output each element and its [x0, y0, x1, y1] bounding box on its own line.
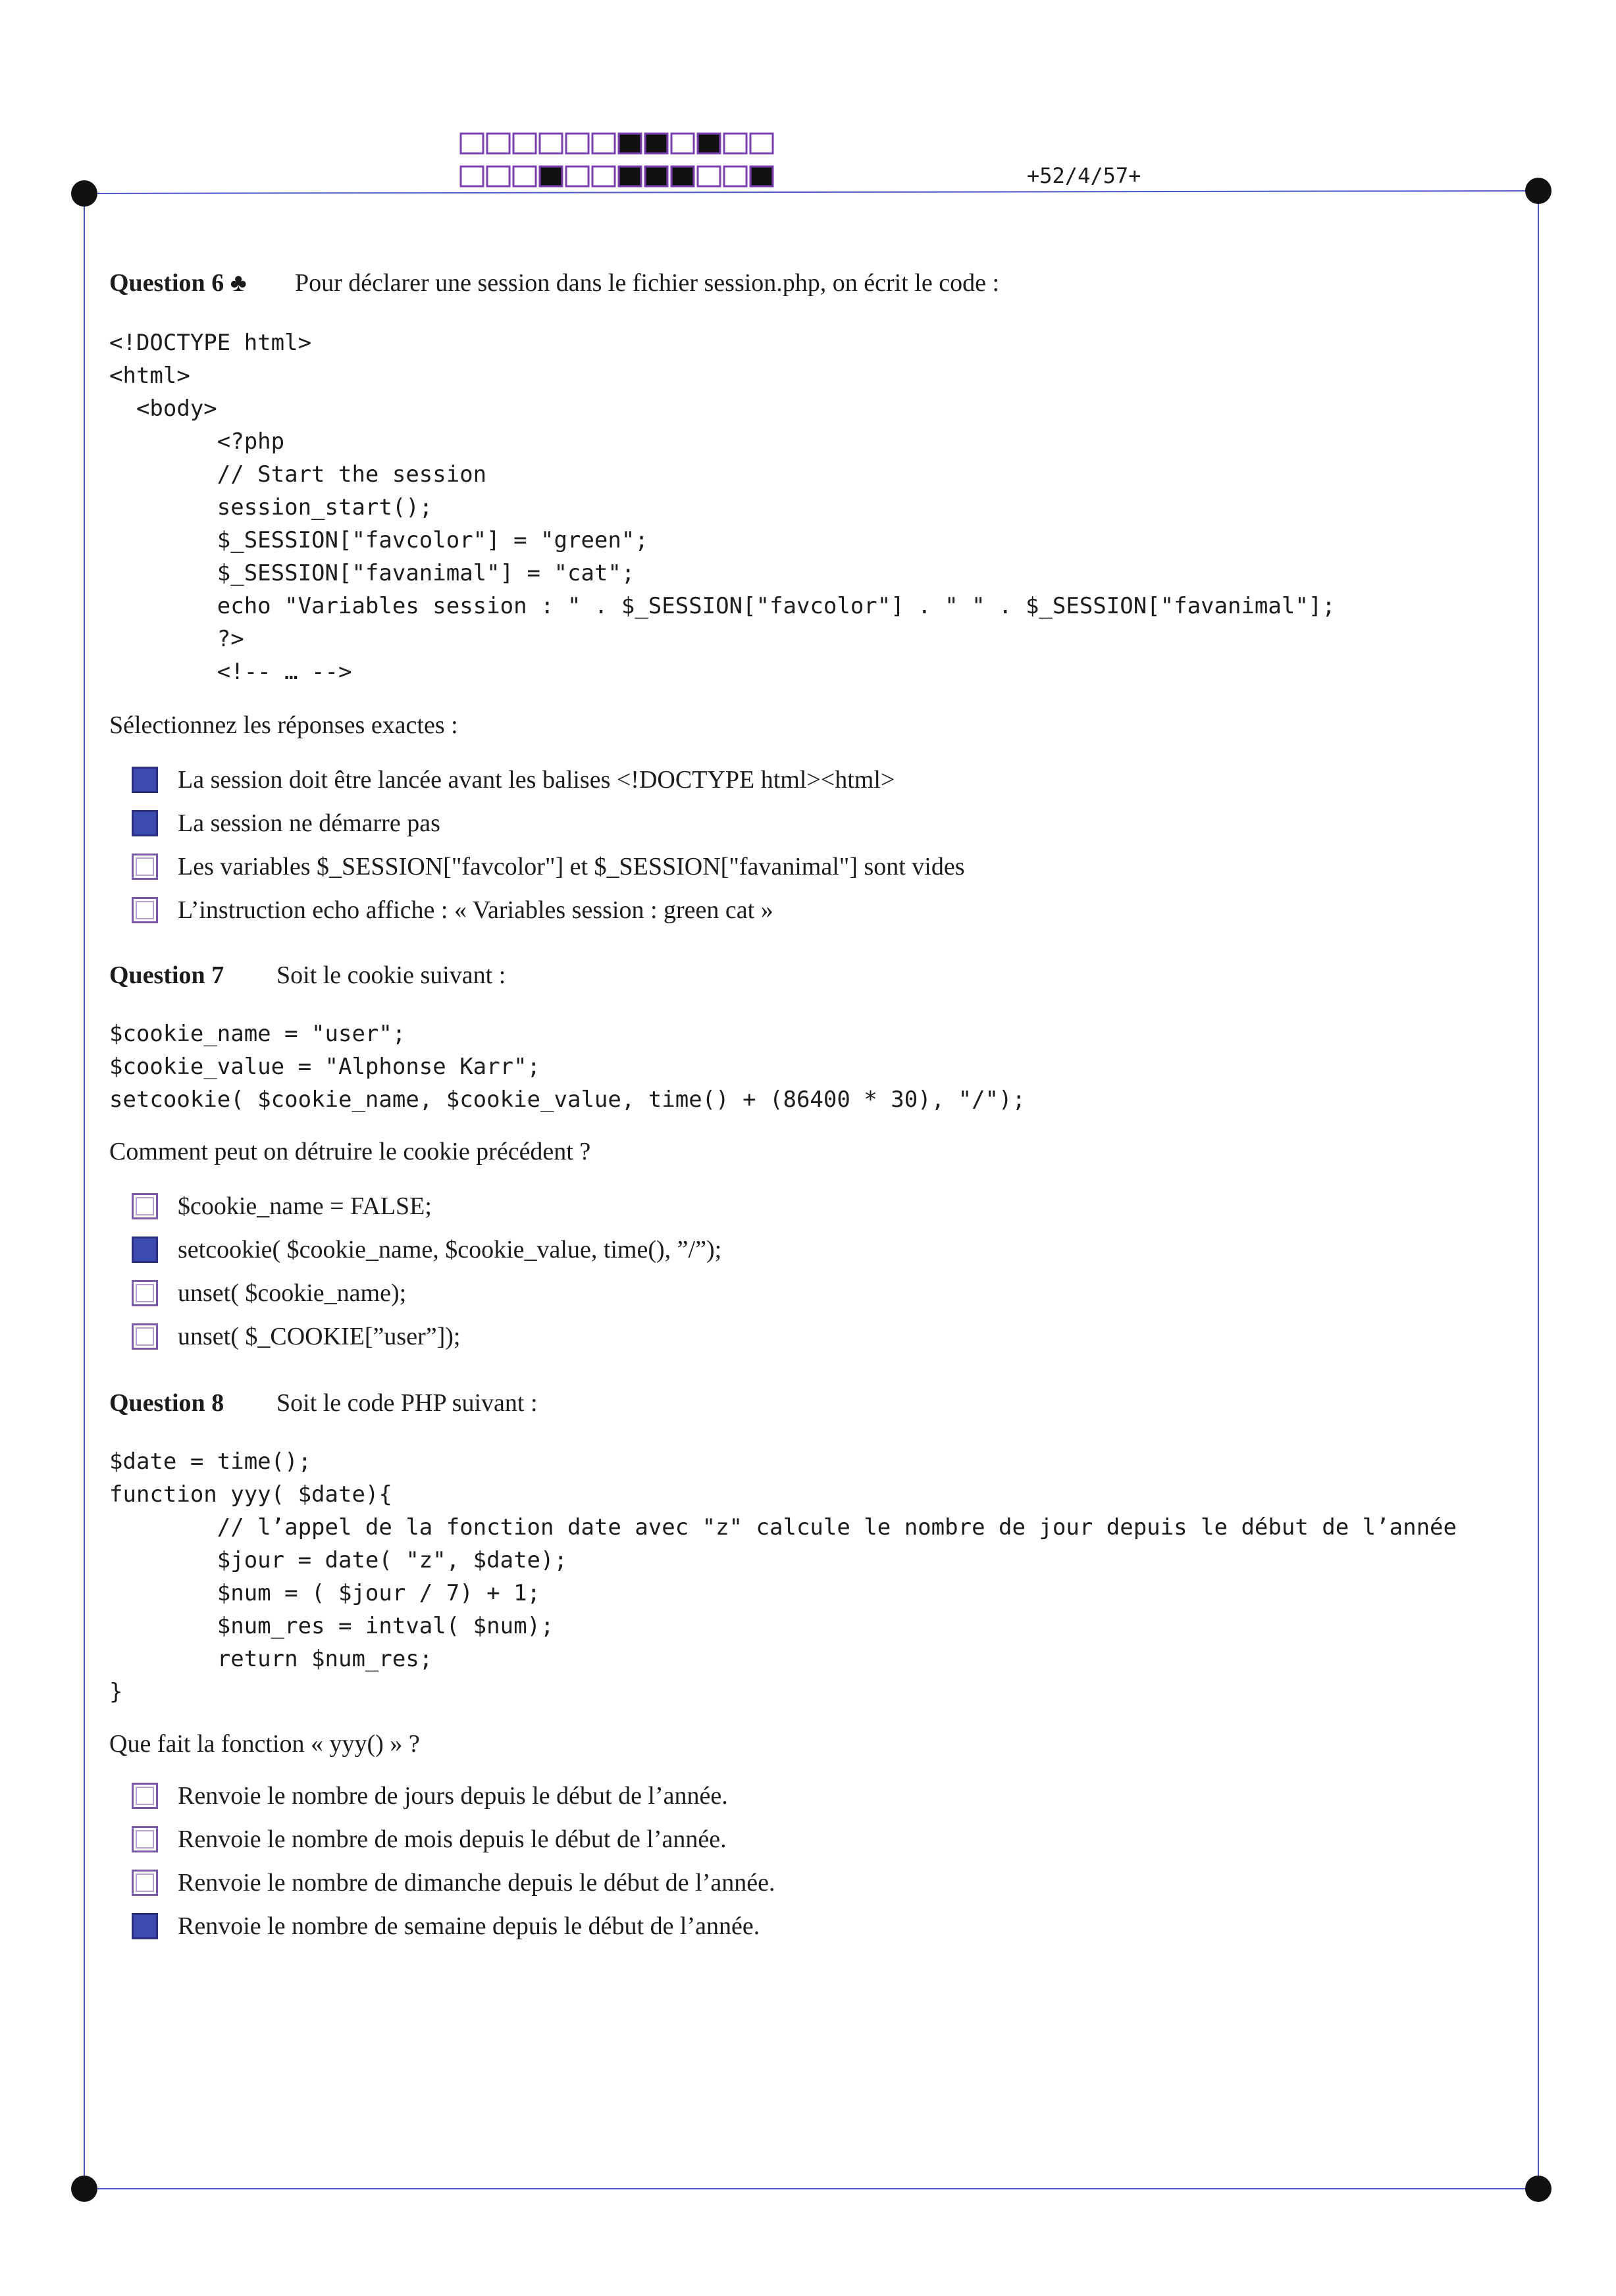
checkbox[interactable]: [132, 1280, 158, 1306]
barcode-cell: [487, 166, 509, 186]
checkbox[interactable]: [132, 1323, 158, 1350]
option-label: Renvoie le nombre de jours depuis le début de l’année.: [178, 1782, 728, 1810]
option[interactable]: [132, 1904, 775, 1948]
checkbox[interactable]: [132, 1870, 158, 1896]
barcode-cell: [592, 166, 615, 186]
corner-marker-bottom-left: [71, 2176, 97, 2202]
barcode-cell: [619, 134, 641, 153]
barcode-cell: [724, 134, 746, 153]
option[interactable]: [132, 1271, 721, 1315]
question-6-text: Pour déclarer une session dans le fichier session.php, on écrit le code :: [295, 269, 1000, 297]
option-label: unset( $_COOKIE[”user”]);: [178, 1323, 461, 1350]
checkbox[interactable]: [132, 810, 158, 836]
question-6-options: [132, 758, 965, 932]
barcode-cell: [513, 166, 536, 186]
barcode-cell: [540, 134, 562, 153]
option[interactable]: [132, 1228, 721, 1271]
barcode-cell: [750, 134, 773, 153]
checkbox[interactable]: [132, 1913, 158, 1939]
checkbox[interactable]: [132, 767, 158, 793]
option[interactable]: [132, 758, 965, 802]
option-label: unset( $cookie_name);: [178, 1279, 407, 1307]
question-8-code: $date = time(); function yyy( $date){ // l’appel de la fonction date avec "z" calcule le nombre de jour depuis le début de l’année $jour = date( "z", $date); $num = ( $jour / 7) + 1; $num_res = intval( $num); return $num_res; }: [109, 1448, 1457, 1705]
barcode-cell: [461, 166, 483, 186]
option-label: La session doit être lancée avant les balises <!DOCTYPE html><html>: [178, 766, 895, 794]
barcode-cell: [513, 134, 536, 153]
barcode-cell: [645, 134, 667, 153]
option[interactable]: [132, 802, 965, 845]
checkbox[interactable]: [132, 1826, 158, 1852]
option-label: Renvoie le nombre de mois depuis le début de l’année.: [178, 1825, 727, 1853]
question-7-label: Question 7: [109, 961, 224, 989]
option[interactable]: [132, 1774, 775, 1818]
barcode-cell: [698, 134, 720, 153]
option-label: Les variables $_SESSION["favcolor"] et $_SESSION["favanimal"] sont vides: [178, 853, 965, 880]
frame-top-line: [84, 191, 1538, 193]
option[interactable]: [132, 1818, 775, 1861]
question-8-prompt: Que fait la fonction « yyy() » ?: [109, 1730, 420, 1758]
question-8-text: Soit le code PHP suivant :: [276, 1389, 538, 1417]
option-label: La session ne démarre pas: [178, 809, 440, 837]
sheet-code: +52/4/57+: [1027, 163, 1141, 188]
corner-marker-top-left: [71, 180, 97, 207]
option[interactable]: [132, 1315, 721, 1358]
question-6-label: Question 6: [109, 269, 224, 297]
question-7-options: [132, 1185, 721, 1358]
option-label: setcookie( $cookie_name, $cookie_value, time(), ”/”);: [178, 1236, 722, 1263]
barcode-cell: [540, 166, 562, 186]
barcode-cell: [592, 134, 615, 153]
checkbox[interactable]: [132, 897, 158, 923]
question-8-header: [109, 1389, 538, 1417]
barcode: [461, 134, 773, 186]
barcode-cell: [487, 134, 509, 153]
question-6-code: <!DOCTYPE html> <html> <body> <?php // Start the session session_start(); $_SESSION["favcolor"] = "green"; $_SESSION["favanimal"] = "cat"; echo "Variables session : " . $_SESSION["favcolor"] . " " . $_SESSION["favanimal"]; ?> <!-- … -->: [109, 330, 1336, 685]
option[interactable]: [132, 888, 965, 932]
checkbox[interactable]: [132, 1193, 158, 1219]
option-label: $cookie_name = FALSE;: [178, 1192, 432, 1220]
question-7-code: $cookie_name = "user"; $cookie_value = "Alphonse Karr"; setcookie( $cookie_name, $cookie_value, time() + (86400 * 30), "/");: [109, 1021, 1026, 1113]
question-7-header: [109, 961, 506, 990]
checkbox[interactable]: [132, 854, 158, 880]
barcode-cell: [566, 134, 588, 153]
barcode-cell: [566, 166, 588, 186]
question-8-options: [132, 1774, 775, 1948]
barcode-cell: [619, 166, 641, 186]
option[interactable]: [132, 845, 965, 888]
option-label: Renvoie le nombre de semaine depuis le début de l’année.: [178, 1912, 760, 1940]
barcode-cell: [671, 166, 694, 186]
corner-marker-bottom-right: [1525, 2176, 1551, 2202]
option[interactable]: [132, 1185, 721, 1228]
checkbox[interactable]: [132, 1237, 158, 1263]
barcode-cell: [671, 134, 694, 153]
corner-marker-top-right: [1525, 178, 1551, 204]
question-7-prompt: Comment peut on détruire le cookie précédent ?: [109, 1138, 591, 1165]
question-7-text: Soit le cookie suivant :: [276, 961, 506, 989]
question-6-prompt: Sélectionnez les réponses exactes :: [109, 711, 458, 739]
question-8-label: Question 8: [109, 1389, 224, 1417]
club-symbol-icon: ♣: [230, 269, 247, 297]
barcode-cell: [461, 134, 483, 153]
barcode-cell: [645, 166, 667, 186]
barcode-cell: [698, 166, 720, 186]
barcode-cell: [724, 166, 746, 186]
option[interactable]: [132, 1861, 775, 1904]
checkbox[interactable]: [132, 1783, 158, 1809]
option-label: Renvoie le nombre de dimanche depuis le début de l’année.: [178, 1869, 775, 1897]
barcode-cell: [750, 166, 773, 186]
question-6-header: [109, 268, 1000, 297]
option-label: L’instruction echo affiche : « Variables session : green cat »: [178, 896, 773, 924]
